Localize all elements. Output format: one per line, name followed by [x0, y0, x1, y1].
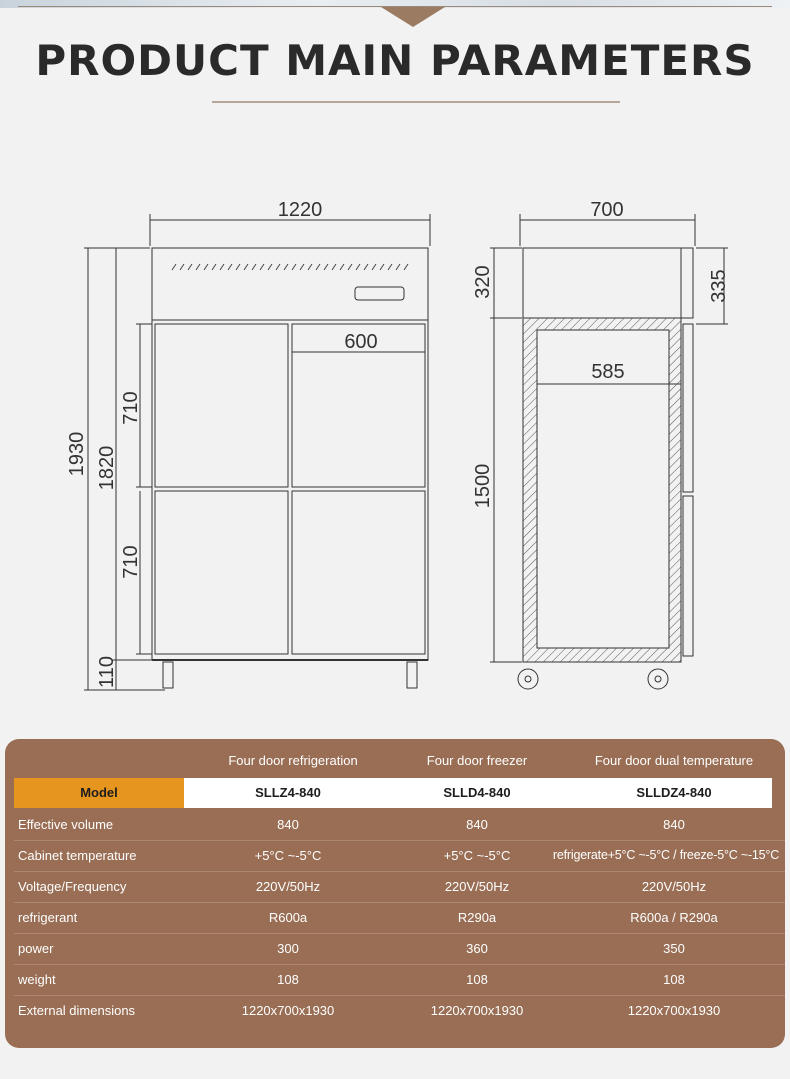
cell: 220V/50Hz: [641, 879, 707, 894]
column-header: Four door dual temperature: [594, 753, 754, 768]
door-top-left: [155, 324, 288, 487]
dim-inner-depth: 585: [591, 361, 625, 383]
cell: 350: [663, 941, 685, 956]
side-view: [490, 214, 728, 689]
spec-table-header: [5, 739, 785, 779]
dim-side-depth: 700: [590, 199, 624, 221]
cell: 1220x700x1930: [627, 1003, 721, 1018]
cell: 1220x700x1930: [241, 1003, 335, 1018]
row-label: power: [18, 941, 54, 956]
cell: 300: [277, 941, 299, 956]
caster-left-icon: [163, 662, 173, 688]
dim-base-height: 110: [96, 656, 118, 688]
side-caster-left-icon: [518, 669, 538, 689]
row-label: weight: [18, 972, 56, 987]
door-bottom-left: [155, 491, 288, 654]
dim-inner-height: 1500: [472, 463, 494, 509]
model-value: SLLD4-840: [443, 785, 511, 800]
table-row: [14, 964, 785, 996]
spec-table: [5, 739, 785, 1048]
row-label: External dimensions: [18, 1003, 136, 1018]
door-bottom-right: [292, 491, 425, 654]
side-caster-right-icon: [648, 669, 668, 689]
row-label: Voltage/Frequency: [18, 879, 127, 894]
cell: R600a: [268, 910, 308, 925]
dim-door-width: 600: [344, 331, 378, 353]
cell: 108: [663, 972, 685, 987]
cell: 840: [277, 817, 299, 832]
row-label: refrigerant: [18, 910, 78, 925]
cell: 108: [277, 972, 299, 987]
dim-body-height: 1820: [96, 445, 118, 491]
row-label: Effective volume: [18, 817, 114, 832]
cell: 108: [466, 972, 488, 987]
model-value: SLLZ4-840: [255, 785, 321, 800]
cell: 360: [466, 941, 488, 956]
cell: 840: [466, 817, 488, 832]
model-label: Model: [14, 778, 184, 808]
caster-right-icon: [407, 662, 417, 688]
dim-top-height-right: 335: [708, 269, 730, 303]
row-label: Cabinet temperature: [18, 848, 137, 863]
column-header: Four door freezer: [426, 753, 528, 768]
side-door-top: [683, 324, 693, 492]
cell: +5°C ~-5°C: [254, 848, 322, 863]
dim-door-height-bottom: 710: [120, 545, 142, 579]
cell: 1220x700x1930: [430, 1003, 524, 1018]
cell: 220V/50Hz: [255, 879, 321, 894]
dim-door-height-top: 710: [120, 391, 142, 425]
display-panel-icon: [355, 287, 404, 300]
dim-top-height: 320: [472, 265, 494, 299]
cell: 840: [663, 817, 685, 832]
dim-total-height: 1930: [66, 431, 88, 477]
vent-slots-icon: [172, 264, 408, 270]
page-title: PRODUCT MAIN PARAMETERS: [35, 36, 755, 85]
cell: refrigerate+5°C ~-5°C / freeze-5°C ~-15°C: [552, 848, 780, 862]
table-row: [14, 809, 785, 841]
cell: R290a: [457, 910, 497, 925]
side-door-bottom: [683, 496, 693, 656]
front-view: [84, 214, 430, 690]
front-cabinet-outline: [152, 248, 428, 660]
dim-front-width: 1220: [277, 199, 323, 221]
cell: +5°C ~-5°C: [443, 848, 511, 863]
table-row: [14, 871, 785, 903]
table-row: [14, 995, 785, 1026]
model-row: [14, 778, 772, 808]
cell: 220V/50Hz: [444, 879, 510, 894]
side-top-unit: [523, 248, 681, 318]
cell: R600a / R290a: [630, 910, 718, 925]
model-value: SLLDZ4-840: [636, 785, 712, 800]
table-row: [14, 840, 785, 872]
table-row: [14, 933, 785, 965]
table-row: [14, 902, 785, 934]
column-header: Four door refrigeration: [228, 753, 358, 768]
